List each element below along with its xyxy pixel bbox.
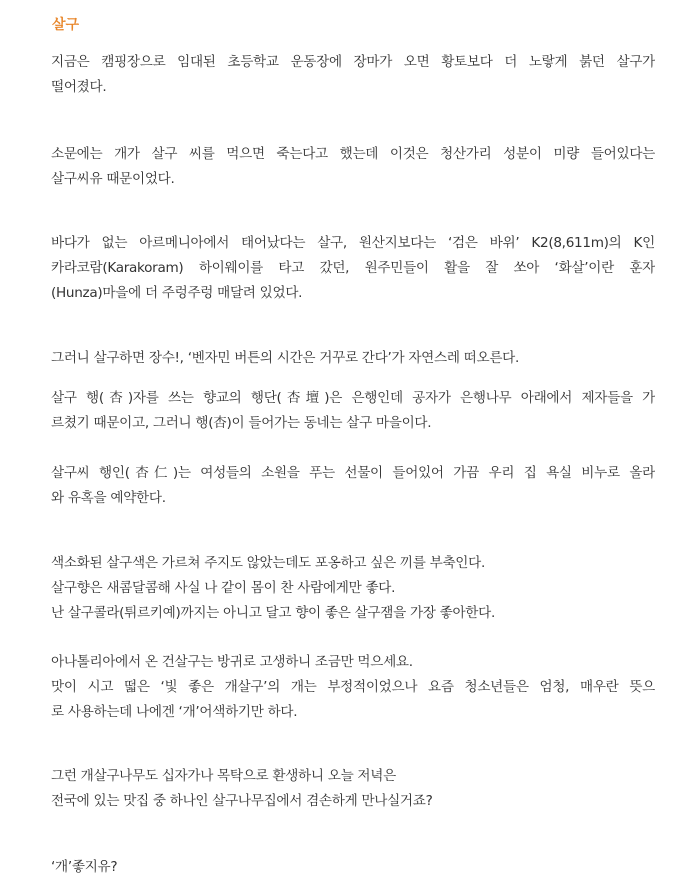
paragraph-line: 아나톨리아에서 온 건살구는 방귀로 고생하니 조금만 먹으세요. [51,654,413,670]
paragraph-line: 와 유혹을 예약한다. [51,490,166,506]
paragraph-line: 소문에는 개가 살구 씨를 먹으면 죽는다고 했는데 이것은 청산가리 성분이 미량 들어있다는 [51,146,655,162]
paragraph-line: (Hunza)마을에 더 주렁주렁 매달려 있었다. [51,285,303,301]
paragraph-line: 살구 행(杏)자를 쓰는 향교의 행단(杏壇)은 은행인데 공자가 은행나무 아래에서 제자들을 가 [51,390,655,406]
paragraph-line: 그런 개살구나무도 십자가나 목탁으로 환생하니 오늘 저녁은 [51,768,396,784]
paragraph-8 [51,650,655,725]
paragraph-line: 떨어졌다. [51,79,107,95]
paragraph-2 [51,142,655,192]
paragraph-7 [51,551,655,626]
paragraph-line: ‘개’좋지유? [51,859,118,875]
paragraph-line: 로 사용하는데 나에겐 ‘개’어색하기만 하다. [51,704,298,720]
paragraph-line: 살구씨 행인(杏仁)는 여성들의 소원을 푸는 선물이 들어있어 가끔 우리 집 욕실 비누로 올라 [51,465,655,481]
post-title: 살구 [52,17,80,33]
paragraph-line: 지금은 캠핑장으로 임대된 초등학교 운동장에 장마가 오면 황토보다 더 노랗게 붉던 살구가 [51,54,655,70]
paragraph-6 [51,461,655,511]
paragraph-line: 르쳤기 때문이고, 그러니 행(杏)이 들어가는 동네는 살구 마을이다. [51,415,432,431]
paragraph-line: 살구향은 새콤달콤해 사실 나 같이 몸이 찬 사람에게만 좋다. [51,580,396,596]
paragraph-line: 색소화된 살구색은 가르쳐 주지도 않았는데도 포옹하고 싶은 끼를 부축인다. [51,555,485,571]
paragraph-10 [51,855,655,880]
paragraph-line: 전국에 있는 맛집 중 하나인 살구나무집에서 겸손하게 만나실거죠? [51,793,433,809]
paragraph-line: 난 살구콜라(튀르키예)까지는 아니고 달고 향이 좋은 살구잼을 가장 좋아한다. [51,605,495,621]
paragraph-9 [51,764,655,814]
paragraph-5 [51,386,655,436]
paragraph-4 [51,346,655,371]
paragraph-line: 카라코람(Karakoram) 하이웨이를 타고 갔던, 원주민들이 활을 잘 쏘아 ‘화살’이란 훈자 [51,260,655,276]
paragraph-line: 살구씨유 때문이었다. [51,171,175,187]
paragraph-1 [51,50,655,100]
paragraph-line: 맛이 시고 떫은 ‘빛 좋은 개살구’의 개는 부정적이었으나 요즘 청소년들은 엄청, 매우란 뜻으 [51,679,655,695]
paragraph-3 [51,231,655,306]
paragraph-line: 바다가 없는 아르메니아에서 태어났다는 살구, 원산지보다는 ‘검은 바위’ K2(8,611m)의 K인 [51,235,655,251]
paragraph-line: 그러니 살구하면 장수!, ‘벤자민 버튼의 시간은 거꾸로 간다’가 자연스레 떠오른다. [51,350,520,366]
